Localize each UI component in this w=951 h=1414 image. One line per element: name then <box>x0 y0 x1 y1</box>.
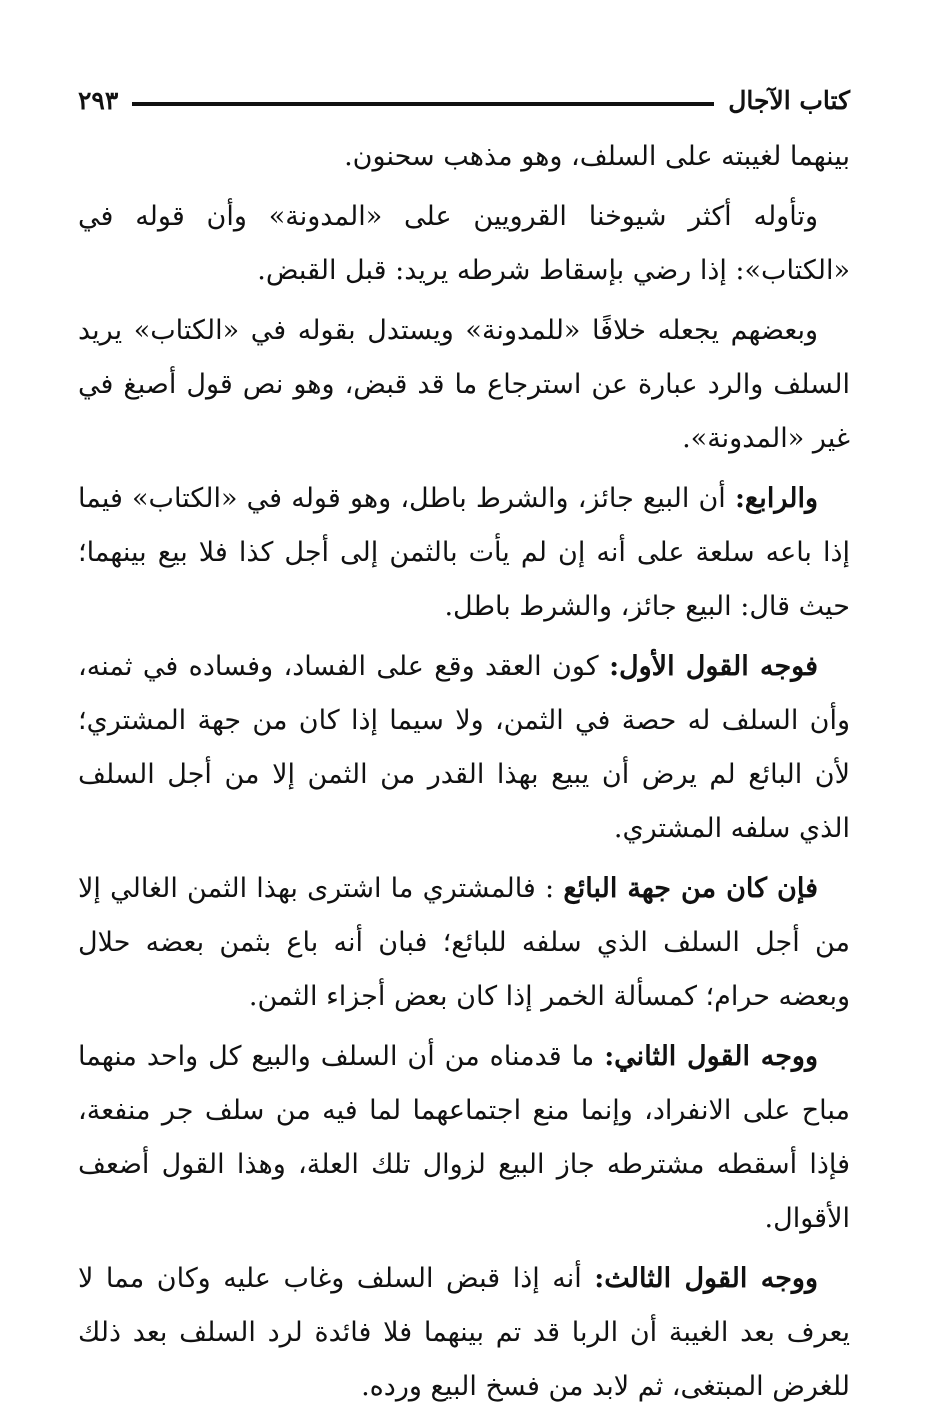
paragraph-text: بينهما لغيبته على السلف، وهو مذهب سحنون. <box>344 141 850 172</box>
paragraph-text: ما قدمناه من أن السلف والبيع كل واحد منهما مباح على الانفراد، وإنما منع اجتماعهما لما فيه من سلف جر منفعة، فإذا أسقطه مشترطه جاز البيع لزوال تلك العلة، وهذا القول أضعف الأقوال. <box>78 1041 850 1234</box>
page-number: ٢٩٣ <box>78 85 119 115</box>
paragraph-5 <box>78 640 850 856</box>
body-text <box>78 130 850 1414</box>
paragraph-lead: فإن كان من جهة البائع <box>563 873 818 904</box>
paragraph-text: وبعضهم يجعله خلافًا «للمدونة» ويستدل بقوله في «الكتاب» يريد السلف والرد عبارة عن استرجاع ما قد قبض، وهو نص قول أصبغ في غير «المدونة». <box>78 315 850 454</box>
paragraph-lead: ووجه القول الثاني: <box>604 1041 818 1072</box>
book-title: كتاب الآجال <box>728 85 850 115</box>
paragraph-6 <box>78 862 850 1024</box>
paragraph-text: وتأوله أكثر شيوخنا القرويين على «المدونة» وأن قوله في «الكتاب»: إذا رضي بإسقاط شرطه يريد: قبل القبض. <box>78 201 850 286</box>
paragraph-2 <box>78 190 850 298</box>
paragraph-8 <box>78 1252 850 1414</box>
running-header <box>78 78 850 122</box>
paragraph-7 <box>78 1030 850 1246</box>
paragraph-lead: فوجه القول الأول: <box>609 651 819 682</box>
paragraph-text: : فالمشتري ما اشترى بهذا الثمن الغالي إلا من أجل السلف الذي سلفه للبائع؛ فبان أنه باع بثمن بعضه حلال وبعضه حرام؛ كمسألة الخمر إذا كان بعض أجزاء الثمن. <box>78 873 850 1012</box>
paragraph-3 <box>78 304 850 466</box>
paragraph-text: أن البيع جائز، والشرط باطل، وهو قوله في «الكتاب» فيما إذا باعه سلعة على أنه إن لم يأت بالثمن إلى أجل كذا فلا بيع بينهما؛ حيث قال: البيع جائز، والشرط باطل. <box>78 483 850 622</box>
paragraph-4 <box>78 472 850 634</box>
paragraph-lead: والرابع: <box>734 483 818 514</box>
paragraph-1 <box>78 130 850 184</box>
paragraph-text: كون العقد وقع على الفساد، وفساده في ثمنه، وأن السلف له حصة في الثمن، ولا سيما إذا كان من جهة المشتري؛ لأن البائع لم يرض أن يبيع بهذا القدر من الثمن إلا من أجل السلف الذي سلفه المشتري. <box>78 651 850 844</box>
header-rule <box>132 102 714 106</box>
book-page <box>78 78 850 1402</box>
paragraph-text: أنه إذا قبض السلف وغاب عليه وكان مما لا يعرف بعد الغيبة أن الربا قد تم بينهما فلا فائدة لرد السلف بعد ذلك للغرض المبتغى، ثم لابد من فسخ البيع ورده. <box>78 1263 850 1402</box>
paragraph-lead: ووجه القول الثالث: <box>594 1263 818 1294</box>
